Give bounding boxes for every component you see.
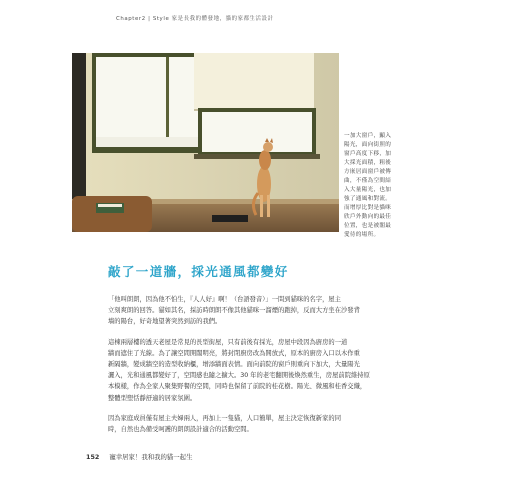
caption-line: 欣戶外動向的最佳 — [344, 214, 392, 220]
paragraph — [108, 337, 413, 404]
caption-line: 曲，不僅為空間結 — [344, 178, 392, 184]
caption-line: 而增厚比對是貓咪 — [344, 205, 392, 211]
caption-line: 位置，也是被閣最 — [344, 223, 392, 229]
paragraph — [108, 294, 413, 328]
article-body — [108, 294, 413, 444]
caption-line: 方嵌居面窗戶被傳 — [344, 169, 392, 175]
caption-line: 窗戶高度下移，加 — [344, 151, 392, 157]
paragraph-line: 牆而遮住了光線。為了讓空間開闊明亮，將封閉廚房改為開放式，原本的廚房入口以木作重 — [108, 349, 360, 357]
caption-line: 愛待的場所。 — [344, 232, 380, 238]
paragraph-line: 時，自然也為備受呵護的朗朗設計適合的活動空間。 — [108, 426, 253, 434]
window-cat-photo — [72, 53, 339, 232]
caption-line: 大採光面積，粗後 — [344, 160, 392, 166]
paragraph — [108, 413, 413, 435]
section-heading: 敲了一道牆，採光通風都變好 — [108, 264, 289, 279]
paragraph-line: 「他叫朗朗，因為他不怕生，『人人好』啊！（台語發音）」一問到貓咪的名字，屋主 — [108, 296, 341, 303]
paragraph-line: 墻的陽台，好奇地望著突然到訪的我們。 — [108, 318, 222, 326]
paragraph-line: 立刻爽朗的回答。貓如其名，採訪時朗朗不像其他貓咪一溜煙的跑掉，反而大方坐在沙發背 — [108, 307, 360, 315]
caption-line: 一加大窗戶，顯入 — [344, 133, 392, 139]
page-number: 152 — [86, 453, 100, 461]
running-header: Chapter2 | Style 家是長我的體發地，貓的家都生活設計 — [116, 16, 274, 22]
photo-caption — [344, 132, 406, 240]
paragraph-line: 本模樣，作為全家人聚集野餐的空間，同時也保留了前院的桂花樹。陽光、微風和桂香交織， — [108, 383, 367, 391]
book-title: 寵幸居家！我和我的貓一起生 — [109, 453, 193, 461]
paragraph-line: 這棟兩層樓的透天老屋是常見的長型街屋，只有前後有採光，房屋中段因為廚房的一道 — [108, 338, 348, 346]
photo-illustration — [72, 53, 339, 232]
caption-line: 入大量陽光，也加 — [344, 187, 392, 193]
paragraph-line: 整體型塑恬靜舒適的居家氛圍。 — [108, 394, 197, 402]
paragraph-line: 因為家庭成員僅有屋主夫婦兩人，再加上一隻貓，人口簡單，屋主決定恢復新家的同 — [108, 414, 341, 422]
paragraph-line: 新隔牆，變成牆空的造型收納櫃，增添牆面表情。面向前院的窗戶則重向下加大，大量陽光 — [108, 361, 360, 369]
paragraph-line: 灑入，光和通風都變好了，空間感也隨之擴大。30 年的老宅翻開後煥然重生，房屋前院維持原 — [108, 372, 370, 380]
page-footer — [86, 452, 192, 461]
caption-line: 強了通風和對流。 — [344, 196, 392, 202]
caption-line: 陽光，面向街照的 — [344, 142, 392, 148]
